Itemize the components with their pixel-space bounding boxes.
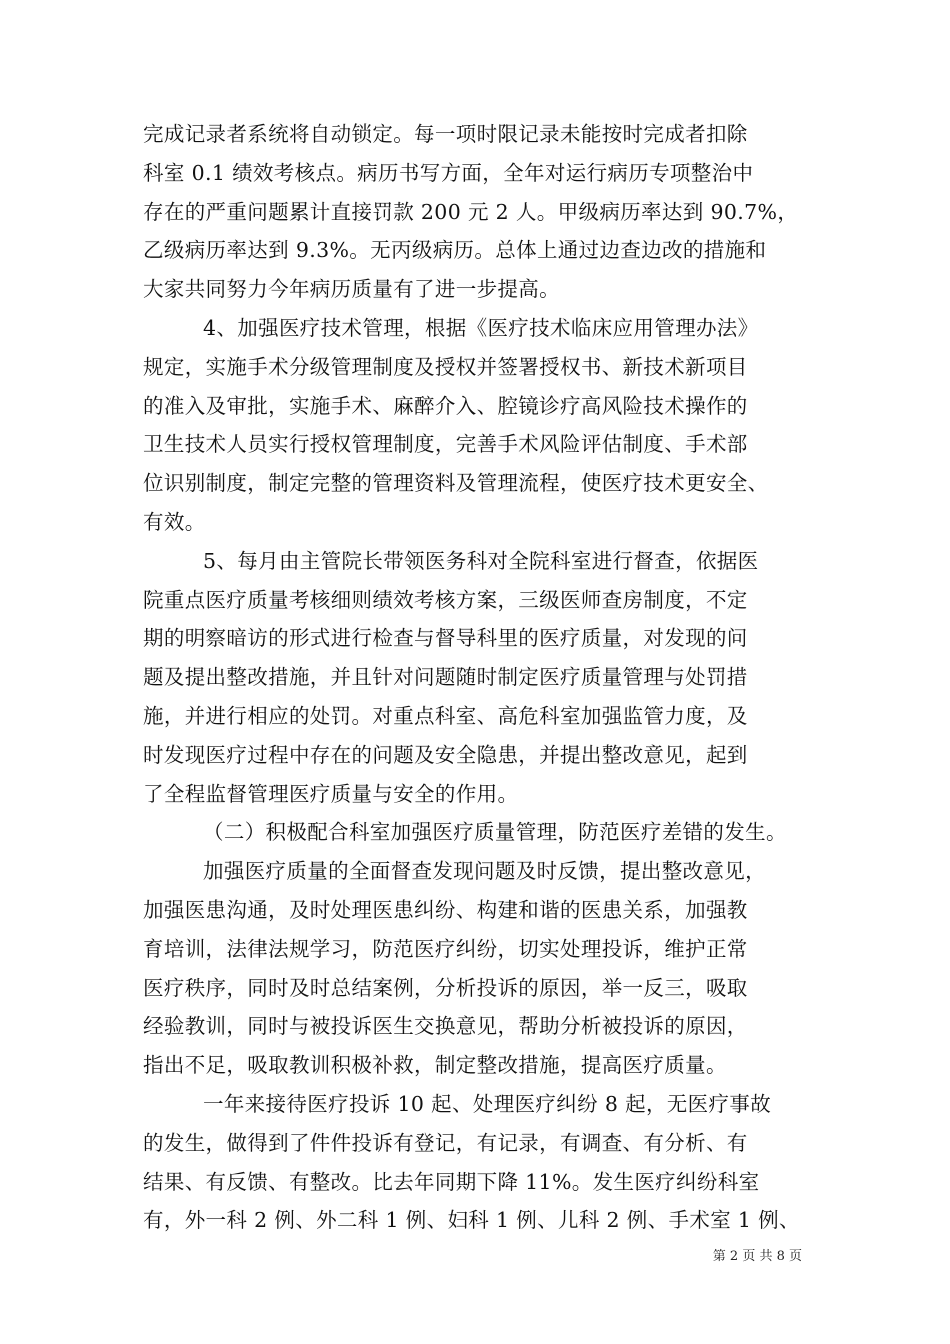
text-line: 加强医疗质量的全面督查发现问题及时反馈，提出整改意见， [203, 859, 766, 884]
text-line: 医疗秩序，同时及时总结案例，分析投诉的原因，举一反三，吸取 [143, 975, 748, 1000]
text-line: 规定，实施手术分级管理制度及授权并签署授权书、新技术新项目 [143, 354, 748, 379]
text-line: 有，外一科 2 例、外二科 1 例、妇科 1 例、儿科 2 例、手术室 1 例、 [143, 1208, 800, 1233]
text-line: 大家共同努力今年病历质量有了进一步提高。 [143, 277, 560, 302]
text-line: 育培训，法律法规学习，防范医疗纠纷，切实处理投诉，维护正常 [143, 936, 748, 961]
text-line: 4、加强医疗技术管理，根据《医疗技术临床应用管理办法》 [203, 315, 759, 340]
text-line: 施，并进行相应的处罚。对重点科室、高危科室加强监管力度，及 [143, 703, 748, 728]
text-line: （二）积极配合科室加强医疗质量管理，防范医疗差错的发生。 [203, 820, 787, 845]
text-line: 期的明察暗访的形式进行检查与督导科里的医疗质量，对发现的问 [143, 626, 748, 651]
page-number: 第 2 页 共 8 页 [712, 1249, 802, 1264]
text-line: 加强医患沟通，及时处理医患纠纷、构建和谐的医患关系，加强教 [143, 897, 748, 922]
body-text [143, 115, 843, 1240]
text-line: 完成记录者系统将自动锁定。每一项时限记录未能按时完成者扣除 [143, 122, 748, 146]
text-line: 院重点医疗质量考核细则绩效考核方案，三级医师查房制度，不定 [143, 587, 748, 612]
text-line: 存在的严重问题累计直接罚款 200 元 2 人。甲级病历率达到 90.7%， [143, 199, 799, 224]
text-line: 结果、有反馈、有整改。比去年同期下降 11%。发生医疗纠纷科室 [143, 1169, 760, 1194]
text-line: 5、每月由主管院长带领医务科对全院科室进行督查，依据医 [203, 548, 759, 573]
text-line: 有效。 [143, 509, 206, 534]
text-line: 题及提出整改措施，并且针对问题随时制定医疗质量管理与处罚措 [143, 665, 748, 690]
text-line: 的发生，做得到了件件投诉有登记，有记录，有调查、有分析、有 [143, 1130, 748, 1155]
text-line: 卫生技术人员实行授权管理制度，完善手术风险评估制度、手术部 [143, 432, 748, 457]
text-line: 时发现医疗过程中存在的问题及安全隐患，并提出整改意见，起到 [143, 742, 748, 767]
text-line: 乙级病历率达到 9.3%。无丙级病历。总体上通过边查边改的措施和 [143, 238, 767, 263]
text-line: 经验教训，同时与被投诉医生交换意见，帮助分析被投诉的原因， [143, 1014, 748, 1039]
text-line: 一年来接待医疗投诉 10 起、处理医疗纠纷 8 起，无医疗事故 [203, 1091, 772, 1116]
text-line: 位识别制度，制定完整的管理资料及管理流程，使医疗技术更安全、 [143, 471, 769, 496]
text-line: 科室 0.1 绩效考核点。病历书写方面，全年对运行病历专项整治中 [143, 160, 754, 185]
text-line: 了全程监督管理医疗质量与安全的作用。 [143, 781, 519, 806]
text-line: 的准入及审批，实施手术、麻醉介入、腔镜诊疗高风险技术操作的 [143, 393, 748, 418]
text-line: 指出不足，吸取教训积极补救，制定整改措施，提高医疗质量。 [143, 1053, 727, 1078]
document-body [143, 115, 843, 1240]
